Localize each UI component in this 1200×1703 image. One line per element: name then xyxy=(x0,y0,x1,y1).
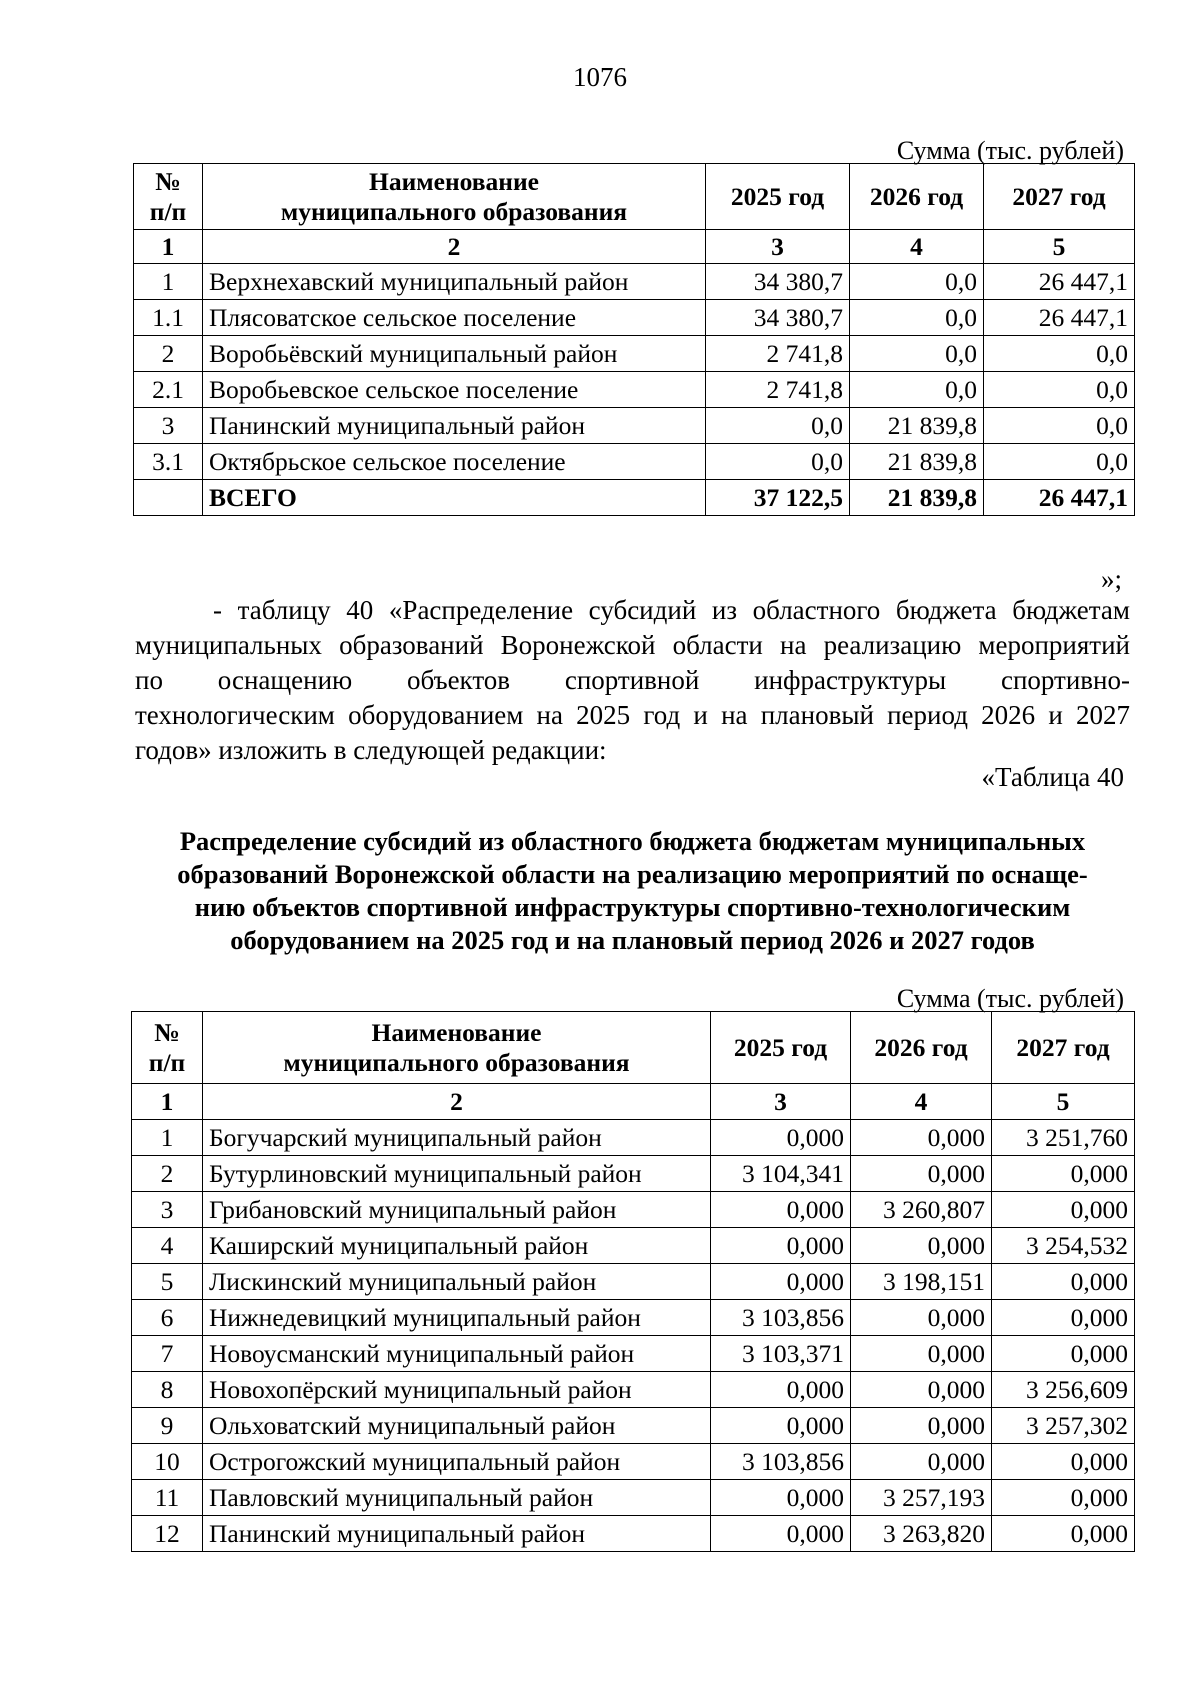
table-row xyxy=(132,1480,1135,1516)
row-number: 8 xyxy=(132,1372,203,1408)
municipality-name: Лискинский муниципальный район xyxy=(203,1264,711,1300)
amount-2027: 0,000 xyxy=(992,1192,1135,1228)
table-row xyxy=(132,1156,1135,1192)
amount-2026: 0,000 xyxy=(851,1156,992,1192)
row-number: 3 xyxy=(132,1192,203,1228)
row-number xyxy=(134,480,203,516)
row-number: 1 xyxy=(134,264,203,300)
amount-2027: 3 256,609 xyxy=(992,1372,1135,1408)
amount-2027: 0,000 xyxy=(992,1336,1135,1372)
amount-2025: 0,000 xyxy=(711,1228,851,1264)
amount-2026: 21 839,8 xyxy=(850,408,984,444)
table-row xyxy=(132,1372,1135,1408)
amount-2025: 2 741,8 xyxy=(706,336,850,372)
amount-2026: 3 257,193 xyxy=(851,1480,992,1516)
amount-2027: 3 251,760 xyxy=(992,1120,1135,1156)
amount-2026: 3 260,807 xyxy=(851,1192,992,1228)
municipality-name: Октябрьское сельское поселение xyxy=(203,444,706,480)
paragraph-line: муниципальных образований Воронежской области на реализацию мероприятий xyxy=(135,630,1130,660)
table1 xyxy=(133,163,1135,516)
row-number: 9 xyxy=(132,1408,203,1444)
amount-2027: 0,000 xyxy=(992,1264,1135,1300)
amount-2025: 0,000 xyxy=(711,1264,851,1300)
amount-2027: 0,000 xyxy=(992,1516,1135,1552)
table-row xyxy=(132,1264,1135,1300)
municipality-name: Нижнедевицкий муниципальный район xyxy=(203,1300,711,1336)
table-row xyxy=(132,1516,1135,1552)
header-name: Наименование муниципального образования xyxy=(203,1012,711,1084)
municipality-name: Новоусманский муниципальный район xyxy=(203,1336,711,1372)
amount-2026: 0,0 xyxy=(850,336,984,372)
table-title-line: Распределение субсидий из областного бюджета бюджетам муниципальных xyxy=(179,826,1086,856)
amount-2025: 37 122,5 xyxy=(706,480,850,516)
table-title-line: образований Воронежской области на реализацию мероприятий по оснаще- xyxy=(177,859,1088,889)
row-number: 3 xyxy=(134,408,203,444)
column-index-cell: 4 xyxy=(850,230,984,264)
column-index-row xyxy=(132,1084,1135,1120)
table-title-line: оборудованием на 2025 год и на плановый период 2026 и 2027 годов xyxy=(230,925,1035,955)
header-2027: 2027 год xyxy=(992,1012,1135,1084)
municipality-name: Воробьевское сельское поселение xyxy=(203,372,706,408)
table-row xyxy=(134,336,1135,372)
amount-2027: 0,000 xyxy=(992,1444,1135,1480)
row-number: 10 xyxy=(132,1444,203,1480)
amendment-paragraph xyxy=(135,593,1130,768)
municipality-name: Верхнехавский муниципальный район xyxy=(203,264,706,300)
header-num: № п/п xyxy=(132,1012,203,1084)
municipality-name: Новохопёрский муниципальный район xyxy=(203,1372,711,1408)
column-index-cell: 2 xyxy=(203,1084,711,1120)
municipality-name: Каширский муниципальный район xyxy=(203,1228,711,1264)
column-index-cell: 4 xyxy=(851,1084,992,1120)
amount-2027: 0,000 xyxy=(992,1300,1135,1336)
municipality-name: Богучарский муниципальный район xyxy=(203,1120,711,1156)
municipality-name: Бутурлиновский муниципальный район xyxy=(203,1156,711,1192)
amount-2025: 3 103,371 xyxy=(711,1336,851,1372)
municipality-name: ВСЕГО xyxy=(203,480,706,516)
table-row xyxy=(134,372,1135,408)
column-index-cell: 3 xyxy=(706,230,850,264)
amount-2025: 0,000 xyxy=(711,1408,851,1444)
paragraph-line: технологическим оборудованием на 2025 год и на плановый период 2026 и 2027 xyxy=(135,700,1130,730)
amount-2025: 0,000 xyxy=(711,1480,851,1516)
column-index-cell: 2 xyxy=(203,230,706,264)
amount-2027: 0,000 xyxy=(992,1156,1135,1192)
table2 xyxy=(131,1011,1135,1552)
municipality-name: Ольховатский муниципальный район xyxy=(203,1408,711,1444)
amount-2025: 3 104,341 xyxy=(711,1156,851,1192)
row-number: 1.1 xyxy=(134,300,203,336)
table-row xyxy=(132,1408,1135,1444)
row-number: 7 xyxy=(132,1336,203,1372)
amount-2026: 0,000 xyxy=(851,1372,992,1408)
row-number: 2 xyxy=(132,1156,203,1192)
amount-2025: 34 380,7 xyxy=(706,264,850,300)
column-index-cell: 3 xyxy=(711,1084,851,1120)
row-number: 11 xyxy=(132,1480,203,1516)
table-title xyxy=(135,825,1130,957)
amount-2025: 3 103,856 xyxy=(711,1300,851,1336)
table-row xyxy=(132,1120,1135,1156)
amount-2025: 2 741,8 xyxy=(706,372,850,408)
amount-2027: 26 447,1 xyxy=(984,480,1135,516)
municipality-name: Острогожский муниципальный район xyxy=(203,1444,711,1480)
amount-2026: 0,0 xyxy=(850,372,984,408)
row-number: 12 xyxy=(132,1516,203,1552)
column-index-cell: 1 xyxy=(132,1084,203,1120)
amount-2026: 0,0 xyxy=(850,264,984,300)
municipality-name: Панинский муниципальный район xyxy=(203,1516,711,1552)
paragraph-line: по оснащению объектов спортивной инфраструктуры спортивно- xyxy=(135,665,1130,695)
amount-2026: 0,000 xyxy=(851,1444,992,1480)
row-number: 3.1 xyxy=(134,444,203,480)
header-2025: 2025 год xyxy=(706,164,850,230)
table-label: «Таблица 40 xyxy=(981,762,1124,792)
amount-2025: 0,000 xyxy=(711,1372,851,1408)
municipality-name: Воробьёвский муниципальный район xyxy=(203,336,706,372)
header-2025: 2025 год xyxy=(711,1012,851,1084)
column-index-cell: 5 xyxy=(992,1084,1135,1120)
amount-2025: 0,000 xyxy=(711,1192,851,1228)
table-row xyxy=(132,1336,1135,1372)
table-row xyxy=(134,444,1135,480)
header-2027: 2027 год xyxy=(984,164,1135,230)
closing-quote: »; xyxy=(1100,564,1122,594)
municipality-name: Павловский муниципальный район xyxy=(203,1480,711,1516)
row-number: 2 xyxy=(134,336,203,372)
table2-units-caption: Сумма (тыс. рублей) xyxy=(896,984,1124,1013)
amount-2026: 0,000 xyxy=(851,1336,992,1372)
row-number: 6 xyxy=(132,1300,203,1336)
amount-2025: 0,0 xyxy=(706,408,850,444)
paragraph-line: годов» изложить в следующей редакции: xyxy=(135,735,607,765)
municipality-name: Плясоватское сельское поселение xyxy=(203,300,706,336)
column-index-row xyxy=(134,230,1135,264)
total-row xyxy=(134,480,1135,516)
header-name: Наименование муниципального образования xyxy=(203,164,706,230)
table-row xyxy=(132,1444,1135,1480)
amount-2026: 0,000 xyxy=(851,1120,992,1156)
amount-2025: 0,000 xyxy=(711,1516,851,1552)
amount-2026: 3 263,820 xyxy=(851,1516,992,1552)
amount-2027: 3 257,302 xyxy=(992,1408,1135,1444)
table-title-line: нию объектов спортивной инфраструктуры спортивно-технологическим xyxy=(194,892,1071,922)
amount-2025: 34 380,7 xyxy=(706,300,850,336)
amount-2025: 3 103,856 xyxy=(711,1444,851,1480)
column-index-cell: 5 xyxy=(984,230,1135,264)
amount-2026: 0,000 xyxy=(851,1300,992,1336)
amount-2027: 0,0 xyxy=(984,444,1135,480)
table-row xyxy=(134,264,1135,300)
header-2026: 2026 год xyxy=(850,164,984,230)
municipality-name: Грибановский муниципальный район xyxy=(203,1192,711,1228)
amount-2027: 3 254,532 xyxy=(992,1228,1135,1264)
amount-2026: 0,0 xyxy=(850,300,984,336)
table-row xyxy=(132,1228,1135,1264)
table-row xyxy=(132,1300,1135,1336)
amount-2025: 0,000 xyxy=(711,1120,851,1156)
amount-2027: 0,000 xyxy=(992,1480,1135,1516)
table-row xyxy=(132,1192,1135,1228)
row-number: 2.1 xyxy=(134,372,203,408)
table1-units-caption: Сумма (тыс. рублей) xyxy=(896,136,1124,165)
amount-2027: 26 447,1 xyxy=(984,264,1135,300)
amount-2027: 0,0 xyxy=(984,336,1135,372)
amount-2026: 3 198,151 xyxy=(851,1264,992,1300)
amount-2026: 21 839,8 xyxy=(850,444,984,480)
amount-2027: 0,0 xyxy=(984,372,1135,408)
municipality-name: Панинский муниципальный район xyxy=(203,408,706,444)
row-number: 5 xyxy=(132,1264,203,1300)
table-row xyxy=(134,408,1135,444)
amount-2025: 0,0 xyxy=(706,444,850,480)
amount-2026: 21 839,8 xyxy=(850,480,984,516)
row-number: 4 xyxy=(132,1228,203,1264)
amount-2026: 0,000 xyxy=(851,1408,992,1444)
row-number: 1 xyxy=(132,1120,203,1156)
table-row xyxy=(134,300,1135,336)
header-num: № п/п xyxy=(134,164,203,230)
amount-2026: 0,000 xyxy=(851,1228,992,1264)
header-2026: 2026 год xyxy=(851,1012,992,1084)
amount-2027: 0,0 xyxy=(984,408,1135,444)
paragraph-line: - таблицу 40 «Распределение субсидий из областного бюджета бюджетам xyxy=(213,595,1130,625)
page-number: 1076 xyxy=(573,62,627,92)
column-index-cell: 1 xyxy=(134,230,203,264)
amount-2027: 26 447,1 xyxy=(984,300,1135,336)
